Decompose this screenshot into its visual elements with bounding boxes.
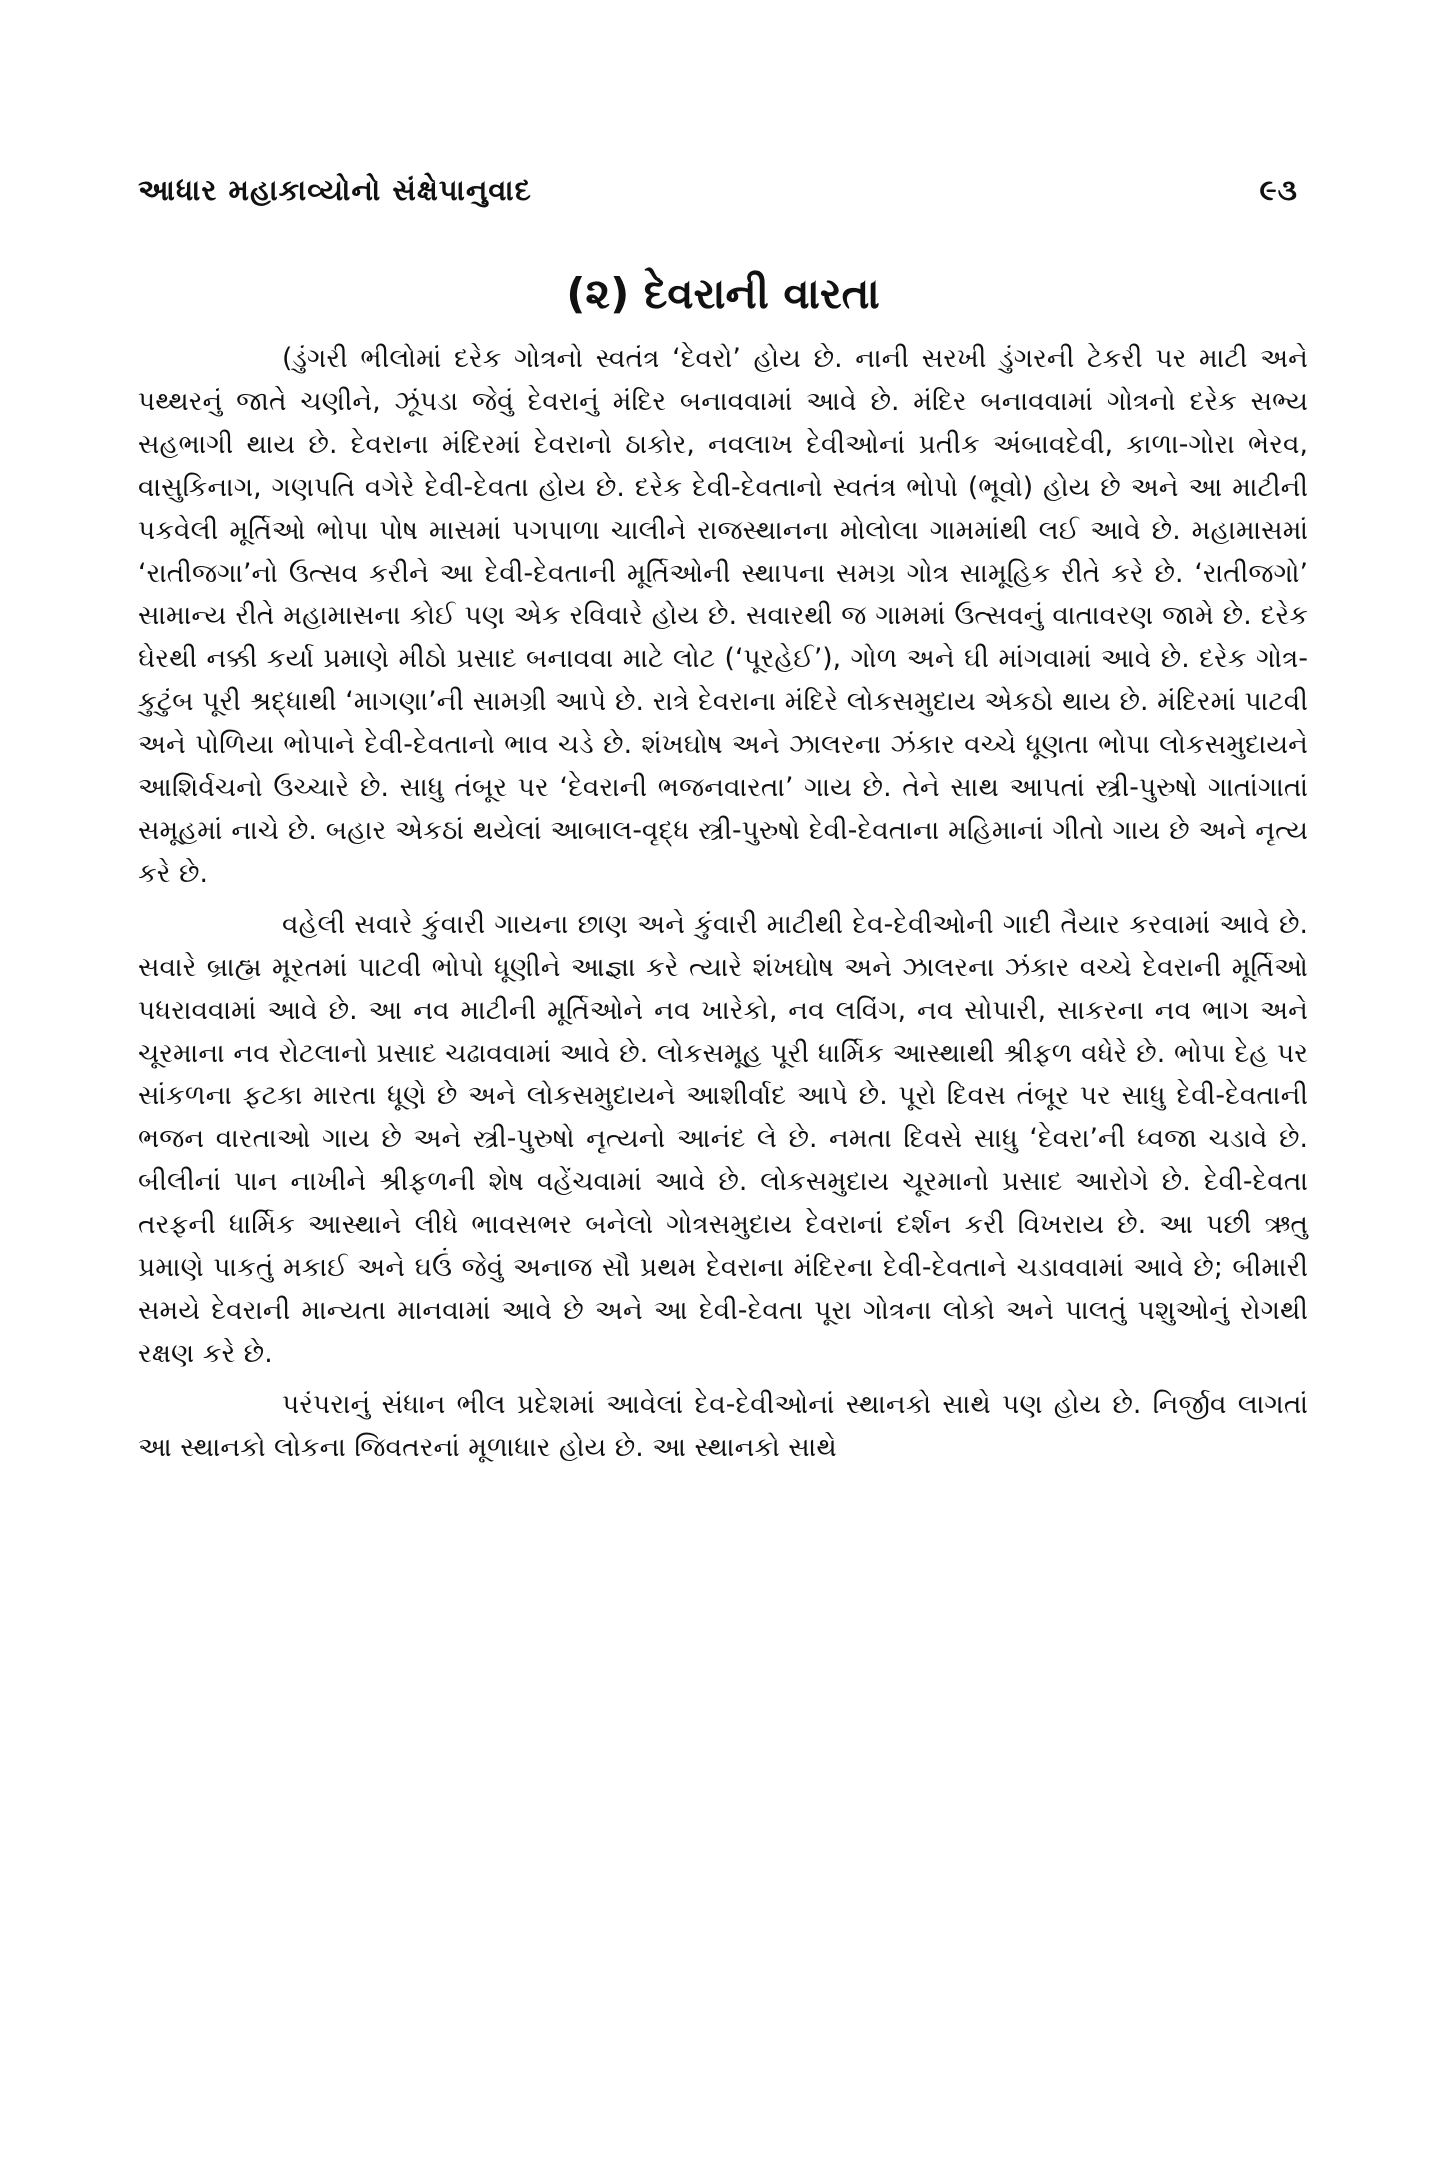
- body-text: [138, 338, 1308, 1478]
- running-head: [138, 168, 1298, 212]
- paragraph-3: પરંપરાનું સંધાન ભીલ પ્રદેશમાં આવેલાં દેવ-દેવીઓનાં સ્થાનકો સાથે પણ હોય છે. નિર્જીવ લાગતાં આ સ્થાનકો લોકના જિવતરનાં મૂળાધાર હોય છે. આ સ્થાનકો સાથે: [138, 1388, 1308, 1463]
- chapter-title: (૨) દેવરાની વારતા: [566, 269, 880, 318]
- paragraph-1: (ડુંગરી ભીલોમાં દરેક ગોત્રનો સ્વતંત્ર ‘દેવરો’ હોય છે. નાની સરખી ડુંગરની ટેકરી પર માટી અને પથ્થરનું જાતે ચણીને, ઝૂંપડા જેવું દેવરાનું મંદિર બનાવવામાં આવે છે. મંદિર બનાવવામાં ગોત્રનો દરેક સભ્ય સહભાગી થાય છે. દેવરાના મંદિરમાં દેવરાનો ઠાકોર, નવલાખ દેવીઓનાં પ્રતીક અંબાવદેવી, કાળા-ગોરા ભેરવ, વાસુકિનાગ, ગણપતિ વગેરે દેવી-દેવતા હોય છે. દરેક દેવી-દેવતાનો સ્વતંત્ર ભોપો (ભૂવો) હોય છે અને આ માટીની પકવેલી મૂર્તિઓ ભોપા પોષ માસમાં પગપાળા ચાલીને રાજસ્થાનના મોલોલા ગામમાંથી લઈ આવે છે. મહામાસમાં ‘રાતીજગા’નો ઉત્સવ કરીને આ દેવી-દેવતાની મૂર્તિઓની સ્થાપના સમગ્ર ગોત્ર સામૂહિક રીતે કરે છે. ‘રાતીજગો’ સામાન્ય રીતે મહામાસના કોઈ પણ એક રવિવારે હોય છે. સવારથી જ ગામમાં ઉત્સવનું વાતાવરણ જામે છે. દરેક ઘેરથી નક્કી કર્યા પ્રમાણે મીઠો પ્રસાદ બનાવવા માટે લોટ (‘પૂરહેઈ’), ગોળ અને ઘી માંગવામાં આવે છે. દરેક ગોત્ર-કુટુંબ પૂરી શ્રદ્ધાથી ‘માગણા’ની સામગ્રી આપે છે. રાત્રે દેવરાના મંદિરે લોકસમુદાય એકઠો થાય છે. મંદિરમાં પાટવી અને પોળિયા ભોપાને દેવી-દેવતાનો ભાવ ચડે છે. શંખઘોષ અને ઝાલરના ઝંકાર વચ્ચે ધૂણતા ભોપા લોકસમુદાયને આશિર્વચનો ઉચ્ચારે છે. સાધુ તંબૂર પર ‘દેવરાની ભજનવારતા’ ગાય છે. તેને સાથ આપતાં સ્ત્રી-પુરુષો ગાતાંગાતાં સમૂહમાં નાચે છે. બહાર એકઠાં થયેલાં આબાલ-વૃદ્ધ સ્ત્રી-પુરુષો દેવી-દેવતાના મહિમાનાં ગીતો ગાય છે અને નૃત્ય કરે છે.: [138, 343, 1308, 889]
- paragraph-2: વહેલી સવારે કુંવારી ગાયના છાણ અને કુંવારી માટીથી દેવ-દેવીઓની ગાદી તૈયાર કરવામાં આવે છે. સવારે બ્રાહ્મ મૂરતમાં પાટવી ભોપો ધૂણીને આજ્ઞા કરે ત્યારે શંખઘોષ અને ઝાલરના ઝંકાર વચ્ચે દેવરાની મૂર્તિઓ પધરાવવામાં આવે છે. આ નવ માટીની મૂર્તિઓને નવ ખારેકો, નવ લવિંગ, નવ સોપારી, સાકરના નવ ભાગ અને ચૂરમાના નવ રોટલાનો પ્રસાદ ચઢાવવામાં આવે છે. લોકસમૂહ પૂરી ધાર્મિક આસ્થાથી શ્રીફળ વધેરે છે. ભોપા દેહ પર સાંકળના ફટકા મારતા ધૂણે છે અને લોકસમુદાયને આશીર્વાદ આપે છે. પૂરો દિવસ તંબૂર પર સાધુ દેવી-દેવતાની ભજન વારતાઓ ગાય છે અને સ્ત્રી-પુરુષો નૃત્યનો આનંદ લે છે. નમતા દિવસે સાધુ ‘દેવરા’ની ધ્વજા ચડાવે છે. બીલીનાં પાન નાખીને શ્રીફળની શેષ વહેંચવામાં આવે છે. લોકસમુદાય ચૂરમાનો પ્રસાદ આરોગે છે. દેવી-દેવતા તરફની ધાર્મિક આસ્થાને લીધે ભાવસભર બનેલો ગોત્રસમુદાય દેવરાનાં દર્શન કરી વિખરાય છે. આ પછી ઋતુ પ્રમાણે પાકતું મકાઈ અને ઘઉં જેવું અનાજ સૌ પ્રથમ દેવરાના મંદિરના દેવી-દેવતાને ચડાવવામાં આવે છે; બીમારી સમયે દેવરાની માન્યતા માનવામાં આવે છે અને આ દેવી-દેવતા પૂરા ગોત્રના લોકો અને પાલતું પશુઓનું રોગથી રક્ષણ કરે છે.: [138, 908, 1308, 1369]
- running-title: આધાર મહાકાવ્યોનો સંક્ષેપાનુવાદ: [138, 173, 532, 207]
- page-number: ૯૩: [1259, 173, 1298, 207]
